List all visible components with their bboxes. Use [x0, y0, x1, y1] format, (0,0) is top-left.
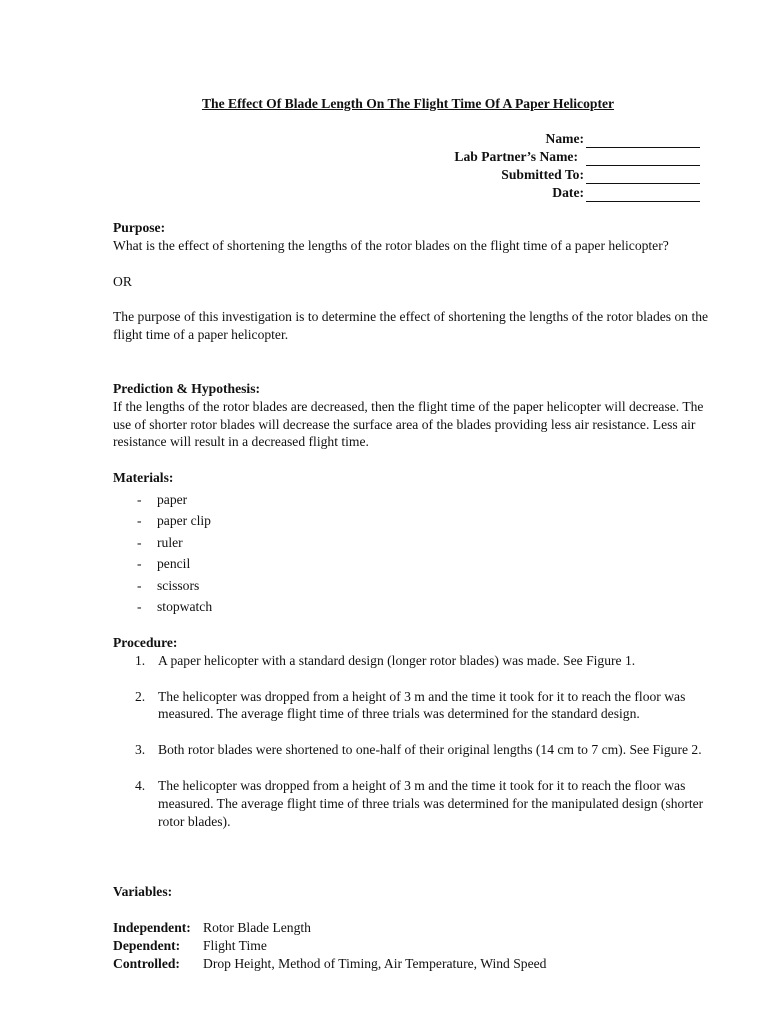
name-label: Name: — [545, 131, 584, 147]
prediction-section — [113, 380, 713, 451]
date-label: Date: — [552, 185, 584, 201]
variable-row-independent: Independent: Rotor Blade Length — [113, 919, 311, 935]
name-field — [454, 130, 700, 148]
list-item: - ruler — [137, 534, 183, 550]
procedure-step: 3. Both rotor blades were shortened to one-half of their original lengths (14 cm to 7 cm). See Figure 2. — [135, 742, 702, 758]
variables-section — [113, 883, 713, 973]
name-blank-line — [586, 134, 700, 148]
purpose-or: OR — [113, 273, 132, 289]
materials-list — [113, 489, 713, 618]
list-item: - paper clip — [137, 513, 211, 529]
procedure-heading: Procedure: — [113, 635, 178, 650]
purpose-question: What is the effect of shortening the lengths of the rotor blades on the flight time of a paper helicopter? — [113, 237, 669, 253]
variables-heading: Variables: — [113, 884, 173, 899]
list-item: - pencil — [137, 556, 191, 572]
purpose-statement: The purpose of this investigation is to determine the effect of shortening the lengths of the rotor blades on the flight time of a paper helicopter. — [113, 309, 709, 343]
prediction-heading: Prediction & Hypothesis: — [113, 381, 261, 396]
procedure-step: 2. The helicopter was dropped from a height of 3 m and the time it took for it to reach the floor was measured. The average flight time of three trials was determined for the standard design. — [135, 688, 686, 722]
date-blank-line — [586, 188, 700, 202]
submitted-to-field — [454, 166, 700, 184]
procedure-step: 1. A paper helicopter with a standard design (longer rotor blades) was made. See Figure 1. — [135, 652, 636, 668]
procedure-step: 4. The helicopter was dropped from a height of 3 m and the time it took for it to reach the floor was measured. The average flight time of three trials was determined for the manipulated design (shorter rotor blades). — [135, 777, 704, 829]
header-fields — [454, 130, 700, 202]
lab-partner-blank-line — [586, 152, 700, 166]
document-title: The Effect Of Blade Length On The Flight Time Of A Paper Helicopter — [201, 96, 615, 111]
purpose-heading: Purpose: — [113, 220, 166, 235]
procedure-section — [113, 634, 713, 830]
purpose-section — [113, 219, 713, 344]
date-field — [454, 184, 700, 202]
lab-partner-label: Lab Partner’s Name: — [454, 149, 578, 165]
variable-row-dependent: Dependent: Flight Time — [113, 937, 267, 953]
materials-heading: Materials: — [113, 470, 174, 485]
prediction-text: If the lengths of the rotor blades are decreased, then the flight time of the paper helicopter will decrease. The use of shorter rotor blades will decrease the surface area of the blades providing less air resistance. Less air resistance will result in a decreased flight time. — [113, 398, 704, 450]
materials-section — [113, 469, 713, 618]
procedure-list — [113, 652, 713, 831]
submitted-to-blank-line — [586, 170, 700, 184]
variable-row-controlled: Controlled: Drop Height, Method of Timing, Air Temperature, Wind Speed — [113, 955, 547, 971]
lab-partner-field — [454, 148, 700, 166]
list-item: - scissors — [137, 577, 200, 593]
submitted-to-label: Submitted To: — [501, 167, 584, 183]
list-item: - paper — [137, 491, 188, 507]
list-item: - stopwatch — [137, 599, 213, 615]
